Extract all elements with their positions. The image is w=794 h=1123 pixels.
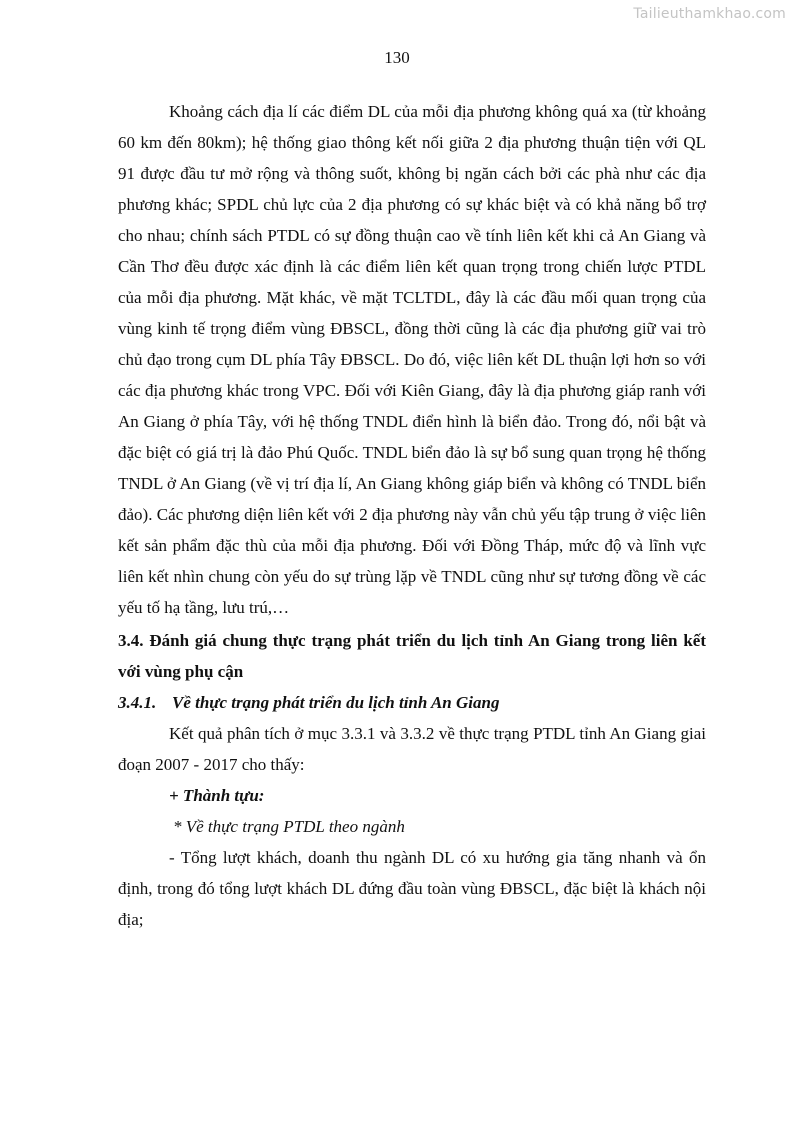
body-paragraph: Khoảng cách địa lí các điểm DL của mỗi địa phương không quá xa (từ khoảng 60 km đến 80km); hệ thống giao thông kết nối giữa 2 địa phương thuận tiện với QL 91 được đầu tư mở rộng và thông suốt, không bị ngăn cách bởi các phà như các địa phương khác; SPDL chủ lực của 2 địa phương có sự khác biệt và có khả năng bổ trợ cho nhau; chính sách PTDL có sự đồng thuận cao về tính liên kết khi cả An Giang và Cần Thơ đều được xác định là các điểm liên kết quan trọng trong chiến lược PTDL của mỗi địa phương. Mặt khác, về mặt TCLTDL, đây là các đầu mối quan trọng của vùng kinh tế trọng điểm vùng ĐBSCL, đồng thời cũng là các địa phương giữ vai trò chủ đạo trong cụm DL phía Tây ĐBSCL. Do đó, việc liên kết DL thuận lợi hơn so với các địa phương khác trong VPC. Đối với Kiên Giang, đây là địa phương giáp ranh với An Giang ở phía Tây, với hệ thống TNDL điển hình là biển đảo. Trong đó, nổi bật và đặc biệt có giá trị là đảo Phú Quốc. TNDL biển đảo là sự bổ sung quan trọng hệ thống TNDL ở An Giang (về vị trí địa lí, An Giang không giáp biển và không có TNDL biển đảo). Các phương diện liên kết với 2 địa phương này vẫn chủ yếu tập trung ở việc liên kết sản phẩm đặc thù của mỗi địa phương. Đối với Đồng Tháp, mức độ và lĩnh vực liên kết nhìn chung còn yếu do sự trùng lặp về TNDL cũng như sự tương đồng về các yếu tố hạ tầng, lưu trú,… [118, 102, 706, 617]
subsection-heading [118, 687, 706, 718]
subsection-title: Về thực trạng phát triển du lịch tỉnh An Giang [172, 693, 500, 712]
body-paragraph: - Tổng lượt khách, doanh thu ngành DL có xu hướng gia tăng nhanh và ổn định, trong đó tổng lượt khách DL đứng đầu toàn vùng ĐBSCL, đặc biệt là khách nội địa; [118, 848, 706, 929]
sub-item-heading: * Về thực trạng PTDL theo ngành [173, 817, 405, 836]
achievement-label: + Thành tựu: [169, 786, 265, 805]
body-paragraph: Kết quả phân tích ở mục 3.3.1 và 3.3.2 về thực trạng PTDL tỉnh An Giang giai đoạn 2007 - 2017 cho thấy: [118, 724, 706, 774]
subsection-number: 3.4.1. [118, 693, 157, 712]
page-number: 130 [384, 48, 410, 67]
document-body [118, 96, 706, 935]
watermark: Tailieuthamkhao.com [633, 6, 786, 22]
section-heading: 3.4. Đánh giá chung thực trạng phát triển du lịch tỉnh An Giang trong liên kết với vùng phụ cận [118, 631, 706, 681]
